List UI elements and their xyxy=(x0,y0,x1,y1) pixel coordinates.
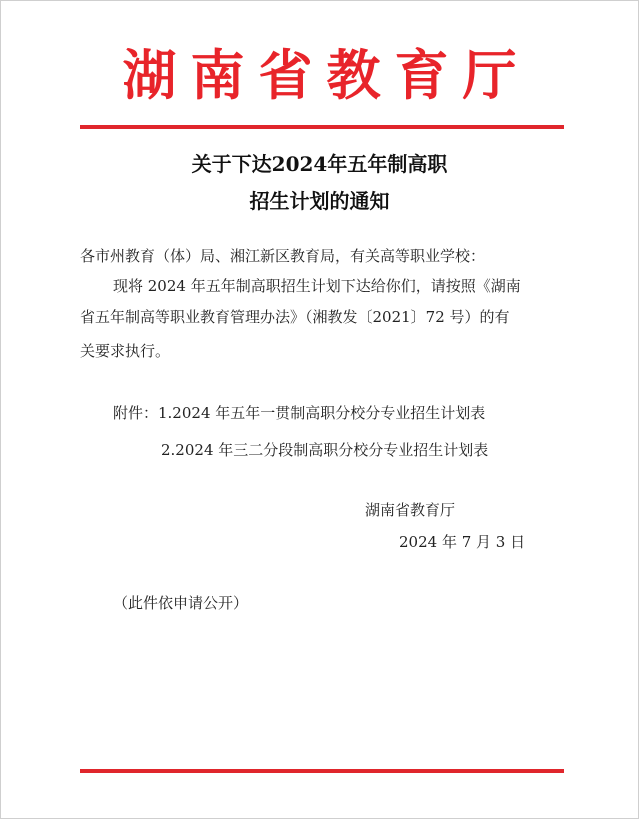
body-line-2: 省五年制高等职业教育管理办法》（湘教发〔2021〕72 号）的有 xyxy=(80,308,510,326)
document-title-line-1: 关于下达2024年五年制高职 xyxy=(191,152,448,176)
signature-organization: 湖南省教育厅 xyxy=(365,501,456,519)
body-line-1: 现将 2024 年五年制高职招生计划下达给你们，请按照《湖南 xyxy=(113,277,521,295)
document-title-line-2: 招生计划的通知 xyxy=(249,189,390,213)
signature-date: 2024 年 7 月 3 日 xyxy=(399,533,526,551)
footer-red-rule xyxy=(80,769,564,773)
agency-header-title: 湖南省教育厅 xyxy=(122,43,531,107)
attachment-item-2: 2.2024 年三二分段制高职分校分专业招生计划表 xyxy=(161,441,489,459)
body-line-3: 关要求执行。 xyxy=(80,342,171,360)
disclosure-note: （此件依申请公开） xyxy=(113,594,249,612)
header-red-rule xyxy=(80,125,564,129)
attachment-item-1: 附件：1.2024 年五年一贯制高职分校分专业招生计划表 xyxy=(113,404,486,422)
salutation: 各市州教育（体）局、湘江新区教育局，有关高等职业学校： xyxy=(80,247,486,265)
